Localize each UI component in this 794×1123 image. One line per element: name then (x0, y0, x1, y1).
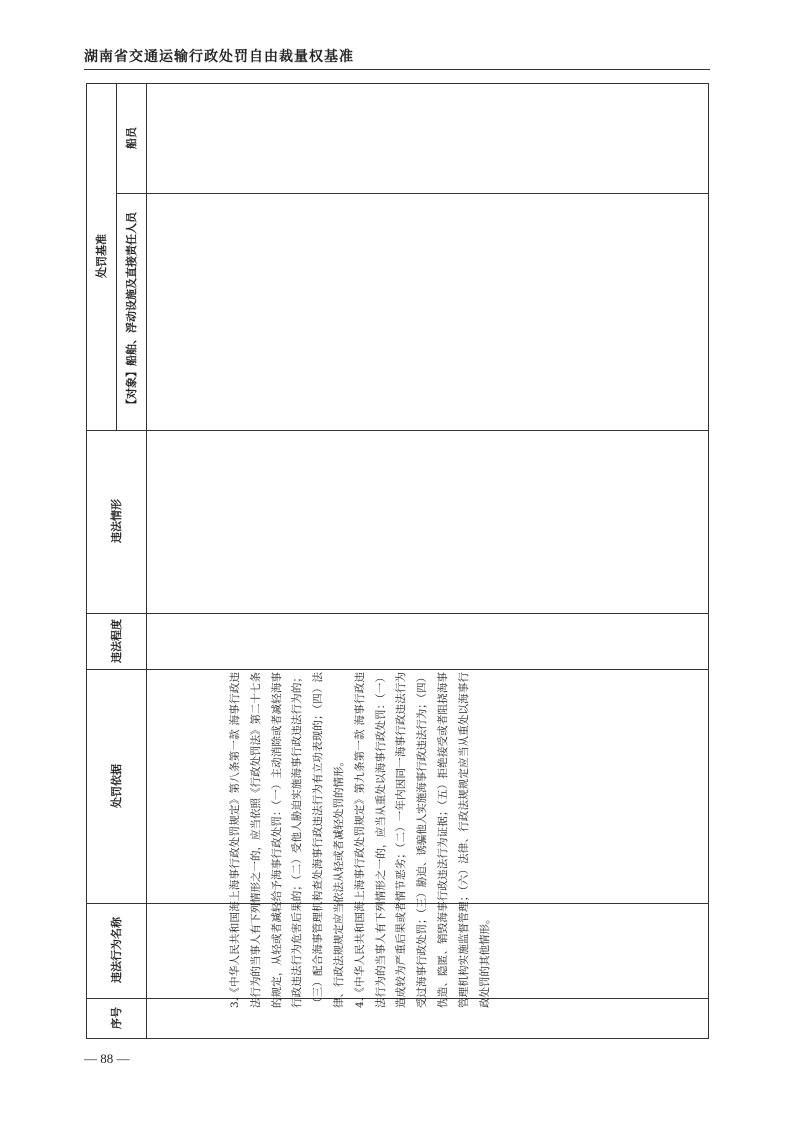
document-header-title: 湖南省交通运输行政处罚自由裁量权基准 (84, 49, 354, 65)
legal-basis-text (225, 672, 641, 1008)
header-legal-basis: 处罚依据 (110, 764, 123, 808)
table-border-left (86, 83, 87, 1039)
header-violation-name: 违法行为名称 (110, 917, 123, 983)
row-separator-circumstances (86, 613, 709, 614)
header-target-crew: 船员 (125, 127, 138, 149)
header-column-separator (146, 83, 147, 1039)
row-separator-standard (86, 430, 709, 431)
header-circumstances: 违法情形 (110, 499, 123, 543)
legal-basis-paragraph: 4.《中华人民共和国海上海事行政处罚规定》第九条第一款 海事行政违法行为的当事人有下列情形之一的，应当从重处以海事行政处罚：（一）造成较为严重后果或者情节恶劣；（二）一年内因同一海事行政违法行为受过海事行政处罚；（三）胁迫、诱骗他人实施海事行政违法行为；（四）伪造、隐匿、销毁海事行政违法行为证据；（五）拒绝接受或者阻挠海事管理机构实施监督管理；（六）法律、行政法规规定应当从重处以海事行政处罚的其他情形。 (353, 672, 491, 1008)
standard-subheader-separator (116, 83, 117, 430)
table-border-right (708, 83, 709, 1039)
table-border-bottom (86, 1038, 709, 1039)
row-separator-severity (86, 669, 709, 670)
header-divider (84, 69, 710, 70)
header-target-ship: 【对象】船舶、浮动设施及直接责任人员 (125, 212, 138, 410)
row-separator-crew (116, 193, 709, 194)
legal-basis-paragraph: 3.《中华人民共和国海上海事行政处罚规定》第八条第一款 海事行政违法行为的当事人有下列情形之一的，应当依照《行政处罚法》第二十七条的规定，从轻或者减轻给予海事行政处罚：（一）主动消除或者减轻海事行政违法行为危害后果的；（二）受他人胁迫实施海事行政违法行为的；（三）配合海事管理机构查处海事行政违法行为有立功表现的；（四）法律、行政法规规定应当依法从轻或者减轻处罚的情形。 (229, 672, 345, 1008)
header-penalty-standard: 处罚基准 (95, 234, 108, 278)
header-severity: 违法程度 (110, 619, 123, 663)
header-serial-number: 序号 (110, 1007, 123, 1029)
page-number: — 88 — (84, 1051, 130, 1066)
table-border-top (86, 83, 709, 84)
